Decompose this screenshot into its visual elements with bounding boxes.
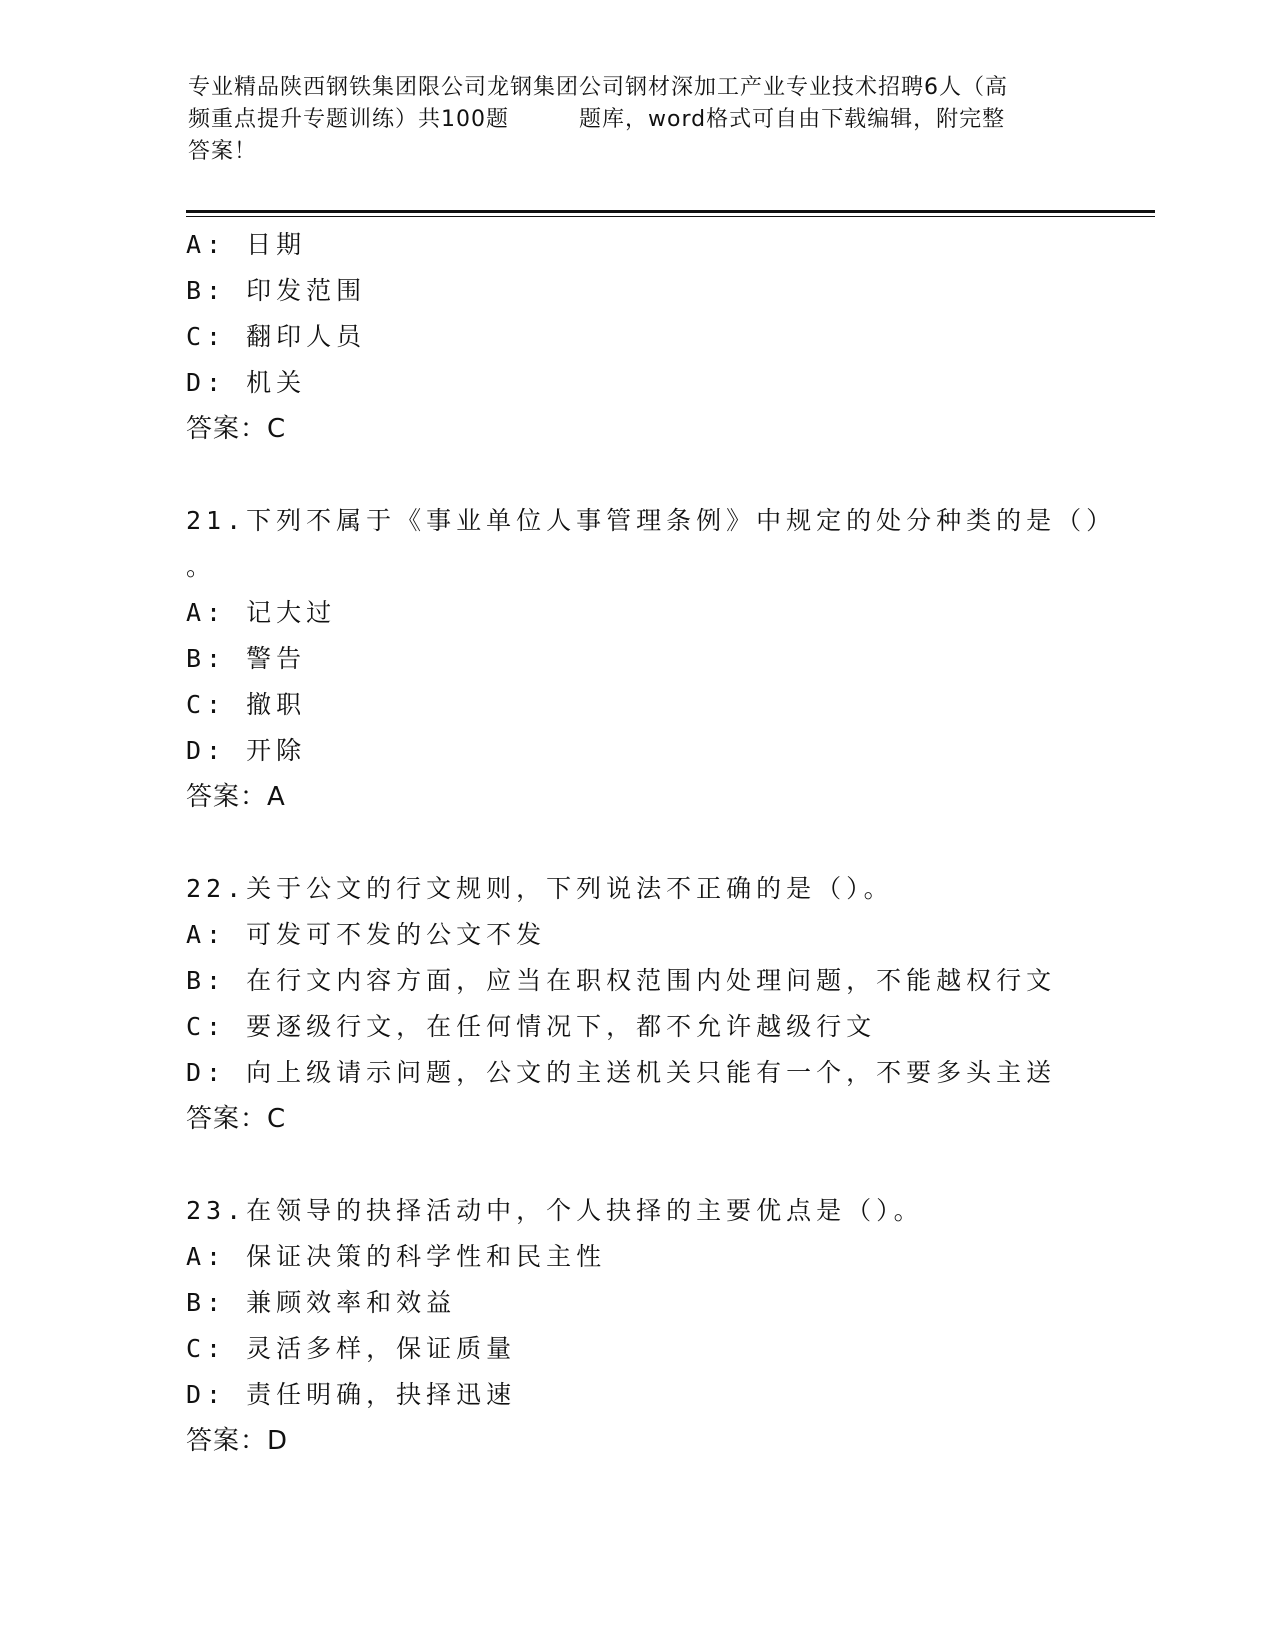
header-divider-thick <box>186 210 1155 213</box>
answer-line: 答案：C <box>186 1104 287 1134</box>
option-a: A: 记大过 <box>186 598 337 627</box>
question-block-22 <box>186 866 1166 1142</box>
question-stem: 21.下列不属于《事业单位人事管理条例》中规定的处分种类的是（） <box>186 506 1117 535</box>
question-block-23 <box>186 1188 1166 1464</box>
question-stem: 22.关于公文的行文规则，下列说法不正确的是（）。 <box>186 874 894 903</box>
header-line-3: 答案！ <box>188 139 258 164</box>
option-c: C: 撤职 <box>186 690 307 719</box>
header-line-2b: 题库，word格式可自由下载编辑，附完整 <box>579 107 1006 132</box>
option-d: D: 机关 <box>186 368 307 397</box>
option-a: A: 可发可不发的公文不发 <box>186 920 547 949</box>
header-divider-thin <box>186 216 1155 217</box>
option-b: B: 在行文内容方面，应当在职权范围内处理问题，不能越权行文 <box>186 966 1057 995</box>
option-c: C: 翻印人员 <box>186 322 367 351</box>
question-block-21 <box>186 498 1166 820</box>
question-list <box>186 222 1166 1464</box>
option-d: D: 开除 <box>186 736 307 765</box>
option-b: B: 警告 <box>186 644 307 673</box>
document-header <box>188 72 1088 168</box>
option-a: A: 日期 <box>186 230 307 259</box>
option-c: C: 灵活多样，保证质量 <box>186 1334 517 1363</box>
option-d: D: 责任明确，抉择迅速 <box>186 1380 517 1409</box>
header-line-1: 专业精品陕西钢铁集团限公司龙钢集团公司钢材深加工产业专业技术招聘6人（高 <box>188 75 1008 100</box>
option-d: D: 向上级请示问题，公文的主送机关只能有一个，不要多头主送 <box>186 1058 1057 1087</box>
answer-line: 答案：C <box>186 414 287 444</box>
question-block-prev <box>186 222 1166 452</box>
answer-line: 答案：A <box>186 782 286 812</box>
option-a: A: 保证决策的科学性和民主性 <box>186 1242 607 1271</box>
option-b: B: 兼顾效率和效益 <box>186 1288 457 1317</box>
question-stem: 23.在领导的抉择活动中，个人抉择的主要优点是（）。 <box>186 1196 924 1225</box>
header-line-2 <box>188 104 1088 136</box>
option-b: B: 印发范围 <box>186 276 367 305</box>
answer-line: 答案：D <box>186 1426 289 1456</box>
header-line-2a: 频重点提升专题训练）共100题 <box>188 107 509 132</box>
option-c: C: 要逐级行文，在任何情况下，都不允许越级行文 <box>186 1012 877 1041</box>
question-stem-continued: 。 <box>186 552 217 581</box>
